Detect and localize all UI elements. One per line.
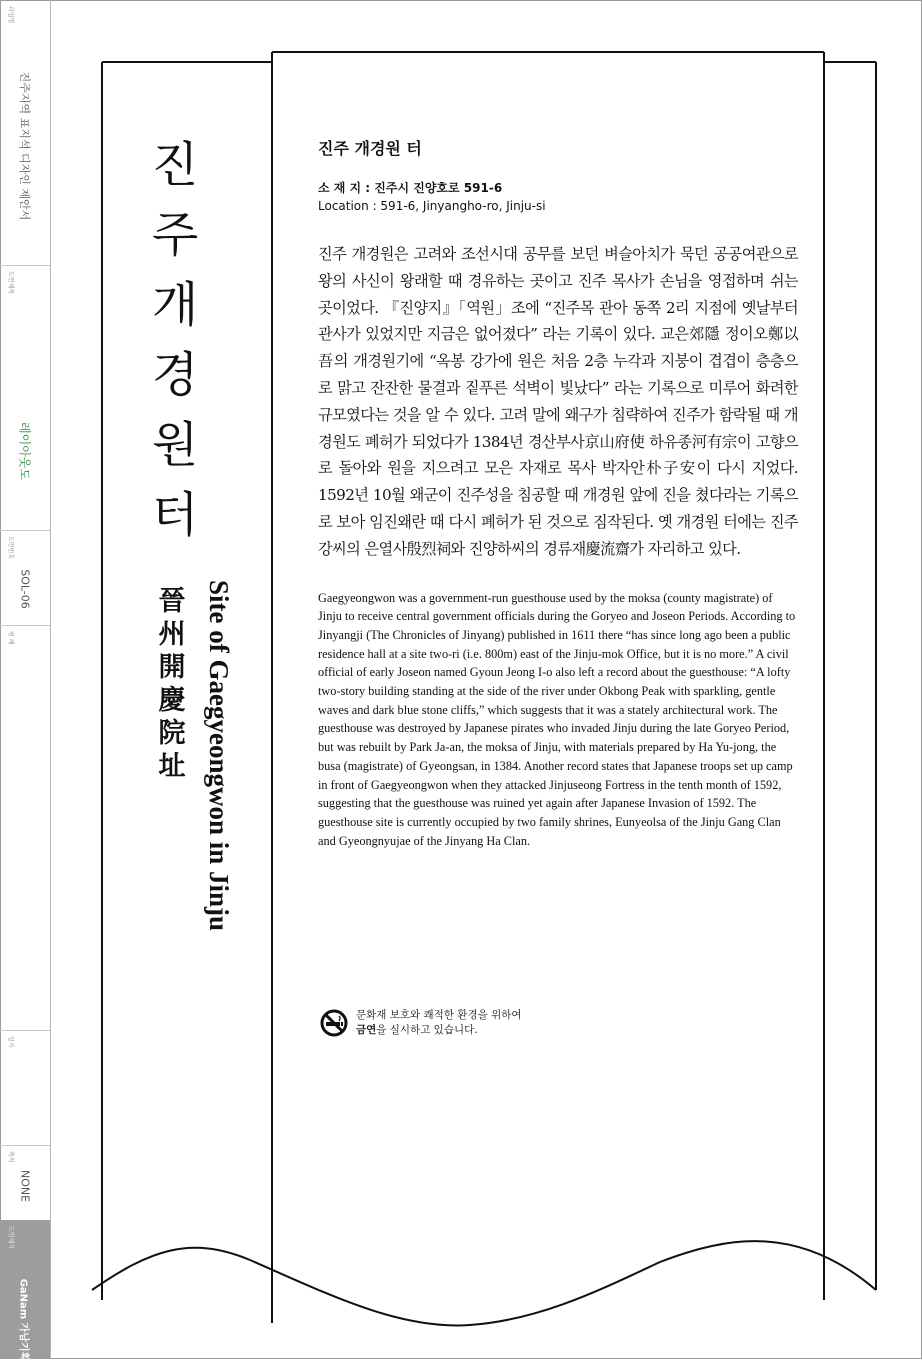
sign-content	[318, 136, 798, 850]
legend-caption: 범 례	[7, 631, 14, 645]
drawing-number: SOL-06	[18, 569, 32, 609]
hanja-char: 晉	[158, 586, 186, 617]
location-block	[318, 179, 798, 215]
hanja-char: 址	[158, 751, 186, 782]
hanja-char: 開	[158, 652, 186, 683]
project-name: 진주지역 표지석 디자인 제안서	[18, 71, 31, 221]
scale-value: NONE	[18, 1170, 32, 1203]
drawing-title: 레이아웃도	[17, 421, 32, 480]
korean-heading: 진주 개경원 터	[318, 139, 422, 158]
no-smoking-rest: 을 실시하고 있습니다.	[376, 1024, 478, 1036]
date-caption: 일자	[7, 1036, 14, 1048]
hanja-char: 院	[158, 718, 186, 749]
no-smoking-notice	[320, 1008, 522, 1038]
title-char: 원	[151, 417, 199, 473]
no-smoking-bold: 금연	[356, 1024, 377, 1036]
producer-logo: GaNam 가남기획	[17, 1278, 29, 1361]
title-char: 개	[151, 277, 199, 333]
korean-description: 진주 개경원은 고려와 조선시대 공무를 보던 벼슬아치가 묵던 공공여관으로 왕의 사신이 왕래할 때 경유하는 곳이고 진주 목사가 손님을 영접하며 쉬는 곳이었다. 『진양지』「역원」조에 “진주목 관아 동쪽 2리 지점에 옛날부터 관사가 있었지만 지금은 없어졌다” 라는 기록이 있다. 교은郊隱 정이오鄭以吾의 개경원기에 “옥봉 강가에 원은 처음 2층 누각과 지붕이 겹겹이 층층으로 맑고 잔잔한 물결과 짙푸른 석벽이 빛났다” 라는 기록으로 미루어 화려한 규모였다는 것을 알 수 있다. 고려 말에 왜구가 침략하여 진주가 함락될 때 개경원도 폐허가 되었다가 1384년 경산부사京山府使 하유종河有宗이 고향으로 돌아와 원을 지으려고 모은 자재로 목사 박자안朴子安이 다시 지었다. 1592년 10월 왜군이 진주성을 침공할 때 개경원 앞에 진을 쳤다라는 기록으로 보아 임진왜란 때 다시 폐허가 된 것으로 짐작된다. 옛 개경원 터에는 진주강씨의 은열사殷烈祠와 진양하씨의 경류재慶流齋가 자리하고 있다.	[318, 245, 798, 558]
no-smoking-line-2	[356, 1023, 522, 1038]
hanja-char: 慶	[158, 685, 186, 716]
english-title: Site of Gaegyeongwon in Jinju	[204, 580, 234, 932]
location-korean: 소 재 지 : 진주시 진양호로 591-6	[318, 181, 503, 195]
drawing-title-caption: 도면제목	[7, 271, 14, 295]
hanja-char: 州	[158, 619, 186, 650]
producer-caption: 도면제작	[7, 1226, 14, 1250]
title-char: 주	[151, 207, 199, 263]
no-smoking-line-1: 문화재 보호와 쾌적한 환경을 위하여	[356, 1009, 522, 1021]
drawing-number-caption: 도면번호	[7, 536, 14, 560]
location-english: Location : 591-6, Jinyangho-ro, Jinju-si	[318, 199, 546, 213]
sign-wavy-bottom	[92, 1241, 876, 1325]
no-smoking-text	[356, 1008, 522, 1038]
hanja-title	[155, 585, 189, 783]
no-smoking-icon	[320, 1009, 348, 1037]
title-char: 터	[151, 487, 199, 543]
project-name-caption: 과업명	[7, 6, 14, 24]
scale-caption: 축척	[7, 1151, 14, 1163]
english-description: Gaegyeongwon was a government-run guesthouse used by the moksa (county magistrate) of Jinju to receive central government officials during the Goryeo and Joseon Periods. According to Jinyangji (The Chronicles of Jinyang) published in 1611 there “has since long ago been a public residence hall at a site two-ri (i.e. 800m) east of the Jinju-mok Office, but it is no more.” A civil official of early Joseon named Gyoun Jeong I-o also left a record about the guesthouse: “A lofty two-story building standing at the side of the river under Okbong Peak with sparkling, gentle waves and dark blue stone cliffs,” which suggests that it was a stately architectural work. The guesthouse was destroyed by Japanese pirates who invaded Jinju during the late Goryeo Period, but was rebuilt by Park Ja-an, the moksa of Jinju, with materials prepared by Ha Yu-jong, the busa (magistrate) of Gyeongsan, in 1384. Another record states that Japanese troops set up camp in front of Gaegyeongwon when they attacked Jinjuseong Fortress in the tenth month of 1592, suggesting that the guesthouse was ruined yet again after Japanese Invasion of 1592. The guesthouse site is currently occupied by two family shrines, Eunyeolsa of the Jinju Gang Clan and Gyeongnyujae of the Jinyang Ha Clan.	[318, 590, 796, 848]
title-char: 경	[151, 347, 199, 403]
title-char: 진	[151, 137, 199, 193]
vertical-korean-title	[150, 130, 200, 550]
